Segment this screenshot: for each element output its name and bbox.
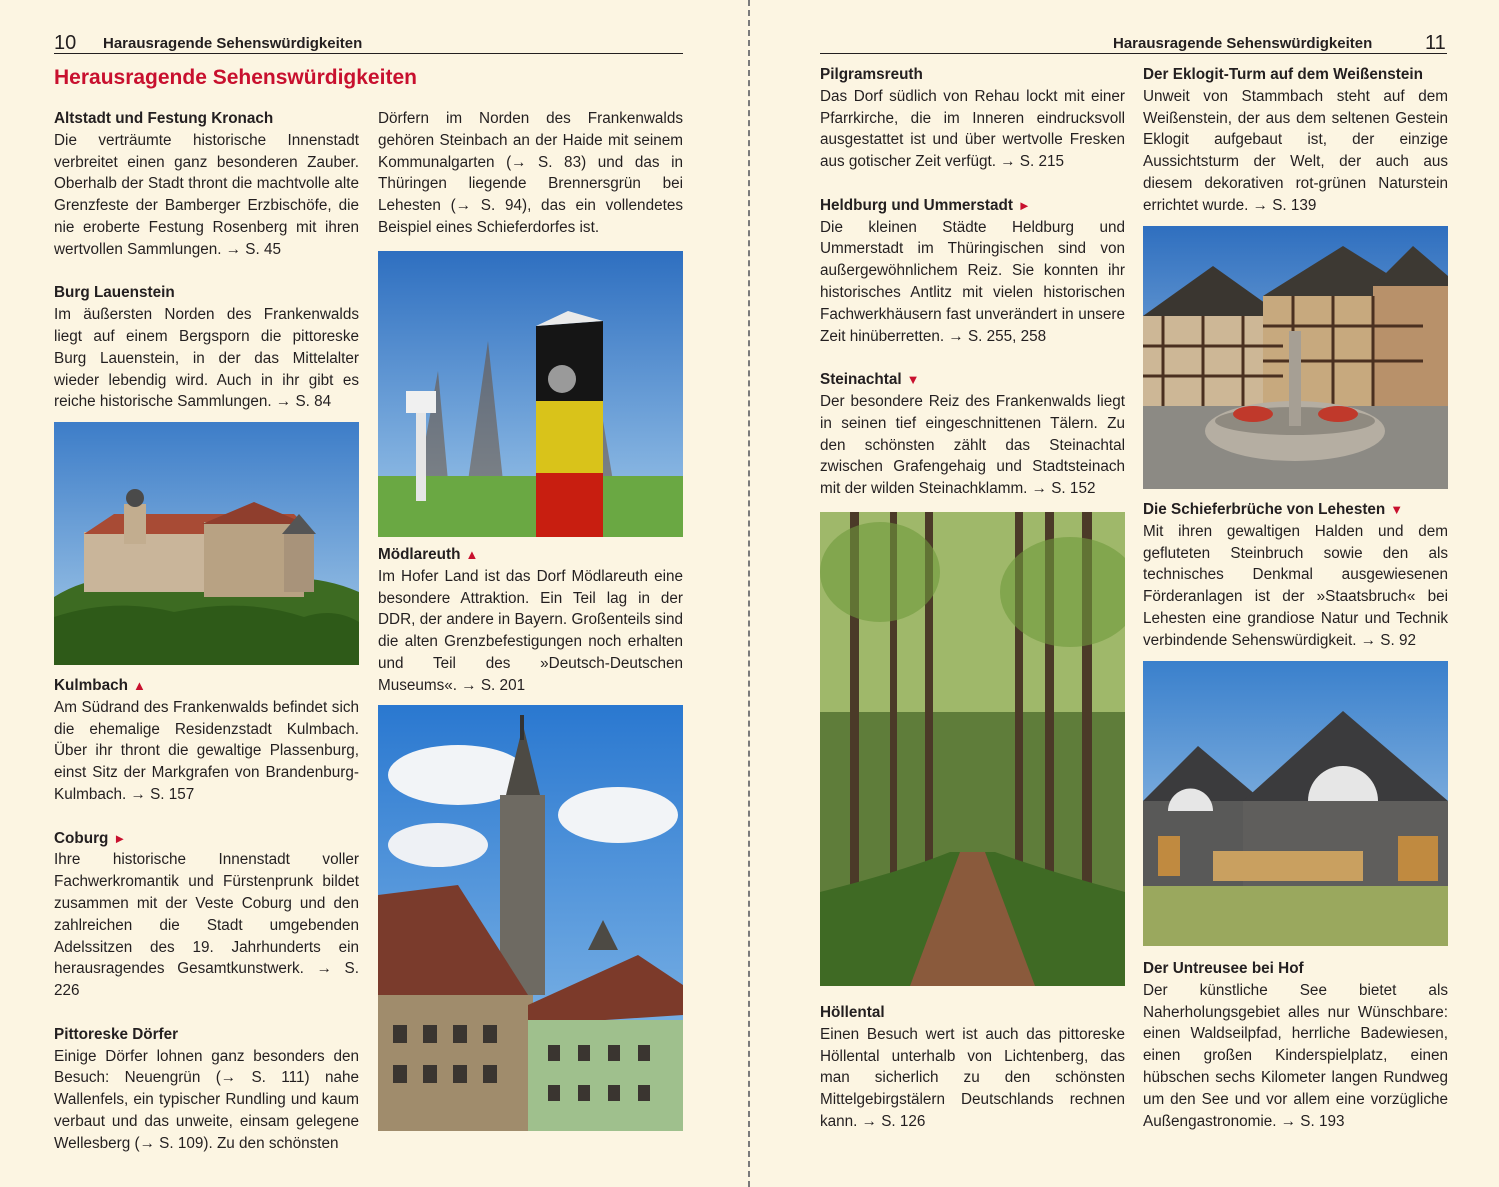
entry-untreusee (1143, 958, 1448, 1132)
entry-steinachtal (820, 369, 1125, 500)
entry-heading-text: Die Schieferbrüche von Lehesten (1143, 501, 1386, 518)
photo-moedlareuth-border-post (378, 251, 683, 537)
entry-heading (378, 544, 683, 566)
entry-body: Mit ihren gewaltigen Halden und dem gefluteten Steinbruch sowie den als technisches Denkmal ausgewiesenen Förderanlagen ist der »Staatsbruch« bei Lehesten eine grandiose Natur und Technik verbindende Sehenswürdigkeit. → S. 92 (1143, 522, 1448, 649)
page-gutter (748, 0, 750, 1187)
page-title: Herausragende Sehenswürdigkeiten (54, 66, 417, 89)
direction-down-icon: ▼ (1390, 502, 1404, 517)
entry-heading-text: Coburg (54, 829, 109, 847)
entry-body: Der besondere Reiz des Frankenwalds liegt in seinen tief eingeschnittenen Tälern. Zu den schönsten zählt das Steinachtal zwischen Grafengehaig und Stadtsteinach mit der wilden Steinachklamm. → S. 152 (820, 392, 1125, 498)
photo-slate-quarry-buildings (1143, 661, 1448, 946)
page-number-right: 11 (1425, 32, 1446, 54)
entry-heading: Der Eklogit-Turm auf dem Weißenstein (1143, 66, 1423, 83)
entry-schieferbrueche (1143, 499, 1448, 652)
entry-kulmbach (54, 675, 359, 806)
entry-heading (820, 369, 1125, 391)
entry-heading: Altstadt und Festung Kronach (54, 110, 274, 127)
entry-hoellental (820, 1002, 1125, 1133)
entry-heading-text: Mödlareuth (378, 546, 461, 563)
entry-body: Einen Besuch wert ist auch das pittoreske Höllental unterhalb von Lichtenberg, das man sicherlich zu den schönsten Mittelgebirgstälern Deutschlands rechnen kann. → S. 126 (820, 1025, 1125, 1130)
entry-doerfer-continued (378, 108, 683, 239)
entry-heading (54, 828, 359, 850)
entry-coburg (54, 828, 359, 1002)
entry-heading: Höllental (820, 1004, 885, 1021)
entry-pilgramsreuth (820, 64, 1125, 173)
direction-up-icon: ▲ (465, 547, 479, 562)
entry-heading-text: Steinachtal (820, 371, 902, 389)
entry-body: Unweit von Stammbach steht auf dem Weißenstein, der aus dem seltenen Gestein Eklogit aufgebaut ist, der einzige Aussichtsturm der Welt, der auch aus diesem dekorativen rot-grünen Naturstein errichtet wurde. → S. 139 (1143, 87, 1448, 214)
entry-heading (1143, 499, 1448, 521)
entry-body: Im Hofer Land ist das Dorf Mödlareuth eine besondere Attraktion. Ein Teil lag in der DDR, der andere in Bayern. Großenteils sind die alten Grenzbefestigungen noch erhalten und Teil des »Deutsch-Deutschen Museums«. → S. 201 (378, 567, 683, 694)
entry-heading-text: Kulmbach (54, 677, 128, 694)
entry-pittoreske-doerfer (54, 1024, 359, 1155)
direction-right-icon: ► (1017, 197, 1031, 213)
entry-heading: Der Untreusee bei Hof (1143, 960, 1304, 977)
entry-body: Der künstliche See bietet als Naherholungsgebiet alles nur Wünschbare: einen Waldseilpfad, herrliche Badewiesen, einen großen Kinderspielplatz, einen hübschen sechs Kilometer langen Rundweg um den See und vor allem eine vorzügliche Außengastronomie. → S. 193 (1143, 981, 1448, 1130)
entry-body: Einige Dörfer lohnen ganz besonders den Besuch: Neuengrün (→ S. 111) nahe Wallenfels, ein typischer Rundling und kaum verbaut und das unweite, einsam gelegene Wellesberg (→ S. 109). Zu den schönsten (54, 1047, 359, 1152)
entry-heading: Pittoreske Dörfer (54, 1025, 179, 1043)
header-rule-right (820, 53, 1447, 54)
entry-body: Das Dorf südlich von Rehau lockt mit einer Pfarrkirche, die im Inneren eindrucksvoll ausgestattet ist und über wertvolle Fresken aus gotischer Zeit verfügt. → S. 215 (820, 87, 1125, 171)
entry-moedlareuth (378, 544, 683, 697)
entry-body: Am Südrand des Frankenwalds befindet sich die ehemalige Residenzstadt Kulmbach. Über ihr thront die gewaltige Plassenburg, einst Sitz der Markgrafen von Brandenburg-Kulmbach. → S. 157 (54, 698, 359, 803)
entry-heading (820, 195, 1125, 217)
entry-body: Ihre historische Innenstadt voller Fachwerkromantik und Fürstenprunk bildet zusammen mit der Veste Coburg und den zahlreichen die Stadt umgebenden Adelssitzen des 19. Jahrhunderts ein herausragendes Gesamtkunstwerk. → S. 226 (54, 851, 359, 1000)
entry-heading (54, 675, 359, 697)
direction-down-icon: ▼ (906, 372, 920, 388)
entry-kronach (54, 108, 359, 261)
entry-lauenstein (54, 282, 359, 413)
entry-body: Dörfern im Norden des Frankenwalds gehören Steinbach an der Haide mit seinem Kommunalgarten (→ S. 83) und das in Thüringen liegende Brennersgrün bei Lehesten (→ S. 94), das ein vollendetes Beispiel eines Schieferdorfes ist. (378, 110, 683, 236)
entry-heading-text: Heldburg und Ummerstadt (820, 196, 1013, 214)
entry-heldburg (820, 195, 1125, 348)
entry-body: Die kleinen Städte Heldburg und Ummerstadt im Thüringischen sind von außergewöhnlichem Reiz. Sie konnten ihr historisches Antlitz mit vielen historischen Fachwerkhäusern fast unverändert in unsere Zeit hinüberretten. → S. 255, 258 (820, 218, 1125, 345)
page-number-left: 10 (54, 32, 77, 54)
entry-body: Im äußersten Norden des Frankenwalds liegt auf einem Bergsporn die pittoreske Burg Lauenstein, in der das Mittelalter wieder lebendig wird. Auch in ihr gibt es reiche historische Sammlungen. → S. 84 (54, 306, 359, 411)
running-head-left: Harausragende Sehenswürdigkeiten (103, 35, 363, 52)
header-rule-left (54, 53, 683, 54)
running-head-right: Harausragende Sehenswürdigkeiten (1113, 35, 1373, 52)
photo-coburg-old-town (378, 705, 683, 1131)
photo-burg-lauenstein (54, 422, 359, 665)
direction-right-icon: ► (113, 830, 127, 846)
direction-up-icon: ▲ (132, 678, 146, 693)
entry-body: Die verträumte historische Innenstadt verbreitet einen ganz besonderen Zauber. Oberhalb der Stadt thront die machtvolle alte Grenzfeste der Bamberger Erzbischöfe, die nie eroberte Festung Rosenberg mit ihren wertvollen Sammlungen. → S. 45 (54, 131, 359, 258)
photo-steinachtal-forest (820, 512, 1125, 986)
photo-half-timbered-square (1143, 226, 1448, 489)
entry-eklogit-turm (1143, 64, 1448, 217)
entry-heading: Pilgramsreuth (820, 66, 923, 83)
entry-heading: Burg Lauenstein (54, 284, 175, 302)
